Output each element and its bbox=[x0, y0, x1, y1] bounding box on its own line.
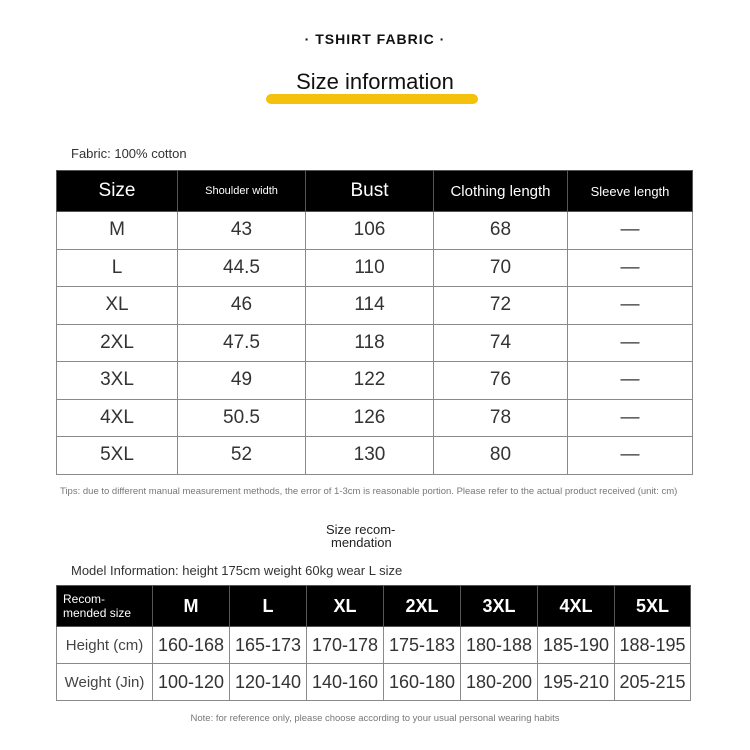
height-cell: 188-195 bbox=[615, 627, 691, 664]
cell-size: L bbox=[57, 249, 178, 287]
cell-bust: 118 bbox=[306, 324, 434, 362]
recommendation-title bbox=[326, 523, 395, 549]
top-title: · TSHIRT FABRIC · bbox=[304, 31, 446, 47]
col-header-size: Size bbox=[57, 171, 178, 212]
table-row bbox=[57, 399, 693, 437]
size-header: XL bbox=[307, 586, 384, 627]
col-header-clothing-length: Clothing length bbox=[434, 171, 568, 212]
cell-length: 72 bbox=[434, 287, 568, 325]
cell-shoulder: 44.5 bbox=[178, 249, 306, 287]
section-title: Size information bbox=[296, 69, 454, 94]
cell-length: 78 bbox=[434, 399, 568, 437]
cell-sleeve: — bbox=[568, 249, 693, 287]
cell-shoulder: 43 bbox=[178, 212, 306, 250]
cell-sleeve: — bbox=[568, 212, 693, 250]
cell-length: 80 bbox=[434, 437, 568, 475]
col-header-sleeve-length: Sleeve length bbox=[568, 171, 693, 212]
cell-sleeve: — bbox=[568, 362, 693, 400]
cell-shoulder: 46 bbox=[178, 287, 306, 325]
cell-sleeve: — bbox=[568, 437, 693, 475]
cell-length: 74 bbox=[434, 324, 568, 362]
cell-length: 68 bbox=[434, 212, 568, 250]
col-header-shoulder-width: Shoulder width bbox=[178, 171, 306, 212]
cell-length: 70 bbox=[434, 249, 568, 287]
weight-cell: 140-160 bbox=[307, 664, 384, 701]
size-header: 4XL bbox=[538, 586, 615, 627]
size-table bbox=[56, 170, 693, 475]
size-header: 5XL bbox=[615, 586, 691, 627]
cell-bust: 114 bbox=[306, 287, 434, 325]
height-cell: 175-183 bbox=[384, 627, 461, 664]
height-cell: 170-178 bbox=[307, 627, 384, 664]
height-row bbox=[57, 627, 691, 664]
recommended-size-header bbox=[57, 586, 153, 627]
cell-bust: 130 bbox=[306, 437, 434, 475]
title-underline bbox=[266, 94, 478, 104]
table-row bbox=[57, 212, 693, 250]
cell-sleeve: — bbox=[568, 324, 693, 362]
cell-bust: 126 bbox=[306, 399, 434, 437]
model-info: Model Information: height 175cm weight 60kg wear L size bbox=[71, 563, 403, 578]
table-row bbox=[57, 249, 693, 287]
weight-cell: 100-120 bbox=[153, 664, 230, 701]
cell-bust: 106 bbox=[306, 212, 434, 250]
footer-note: Note: for reference only, please choose according to your usual personal wearing habits bbox=[190, 713, 560, 724]
weight-cell: 195-210 bbox=[538, 664, 615, 701]
weight-cell: 160-180 bbox=[384, 664, 461, 701]
cell-size: M bbox=[57, 212, 178, 250]
table-row bbox=[57, 324, 693, 362]
table-row bbox=[57, 362, 693, 400]
recommendation-table bbox=[56, 585, 691, 701]
height-label: Height (cm) bbox=[57, 627, 153, 664]
weight-cell: 205-215 bbox=[615, 664, 691, 701]
height-cell: 165-173 bbox=[230, 627, 307, 664]
cell-shoulder: 52 bbox=[178, 437, 306, 475]
cell-size: 4XL bbox=[57, 399, 178, 437]
recommended-size-line1: Recom- bbox=[63, 592, 106, 606]
cell-bust: 110 bbox=[306, 249, 434, 287]
cell-shoulder: 50.5 bbox=[178, 399, 306, 437]
cell-size: XL bbox=[57, 287, 178, 325]
cell-size: 3XL bbox=[57, 362, 178, 400]
size-header: 2XL bbox=[384, 586, 461, 627]
weight-label: Weight (Jin) bbox=[57, 664, 153, 701]
height-cell: 185-190 bbox=[538, 627, 615, 664]
recommendation-title-line2: mendation bbox=[331, 535, 392, 550]
cell-bust: 122 bbox=[306, 362, 434, 400]
fabric-label: Fabric: 100% cotton bbox=[71, 146, 187, 161]
size-header: 3XL bbox=[461, 586, 538, 627]
size-header: L bbox=[230, 586, 307, 627]
tips-note: Tips: due to different manual measurement methods, the error of 1-3cm is reasonable portion. Please refer to the actual product received (unit: cm) bbox=[60, 486, 678, 497]
recommendation-title-line1: Size recom- bbox=[326, 522, 396, 537]
cell-shoulder: 49 bbox=[178, 362, 306, 400]
cell-sleeve: — bbox=[568, 399, 693, 437]
size-header: M bbox=[153, 586, 230, 627]
col-header-bust: Bust bbox=[306, 171, 434, 212]
cell-size: 2XL bbox=[57, 324, 178, 362]
height-cell: 160-168 bbox=[153, 627, 230, 664]
recommendation-header bbox=[57, 586, 691, 627]
size-table-header bbox=[57, 171, 693, 212]
cell-shoulder: 47.5 bbox=[178, 324, 306, 362]
weight-cell: 180-200 bbox=[461, 664, 538, 701]
height-cell: 180-188 bbox=[461, 627, 538, 664]
recommended-size-line2: mended size bbox=[63, 606, 132, 620]
weight-row bbox=[57, 664, 691, 701]
cell-size: 5XL bbox=[57, 437, 178, 475]
weight-cell: 120-140 bbox=[230, 664, 307, 701]
cell-length: 76 bbox=[434, 362, 568, 400]
table-row bbox=[57, 437, 693, 475]
cell-sleeve: — bbox=[568, 287, 693, 325]
table-row bbox=[57, 287, 693, 325]
